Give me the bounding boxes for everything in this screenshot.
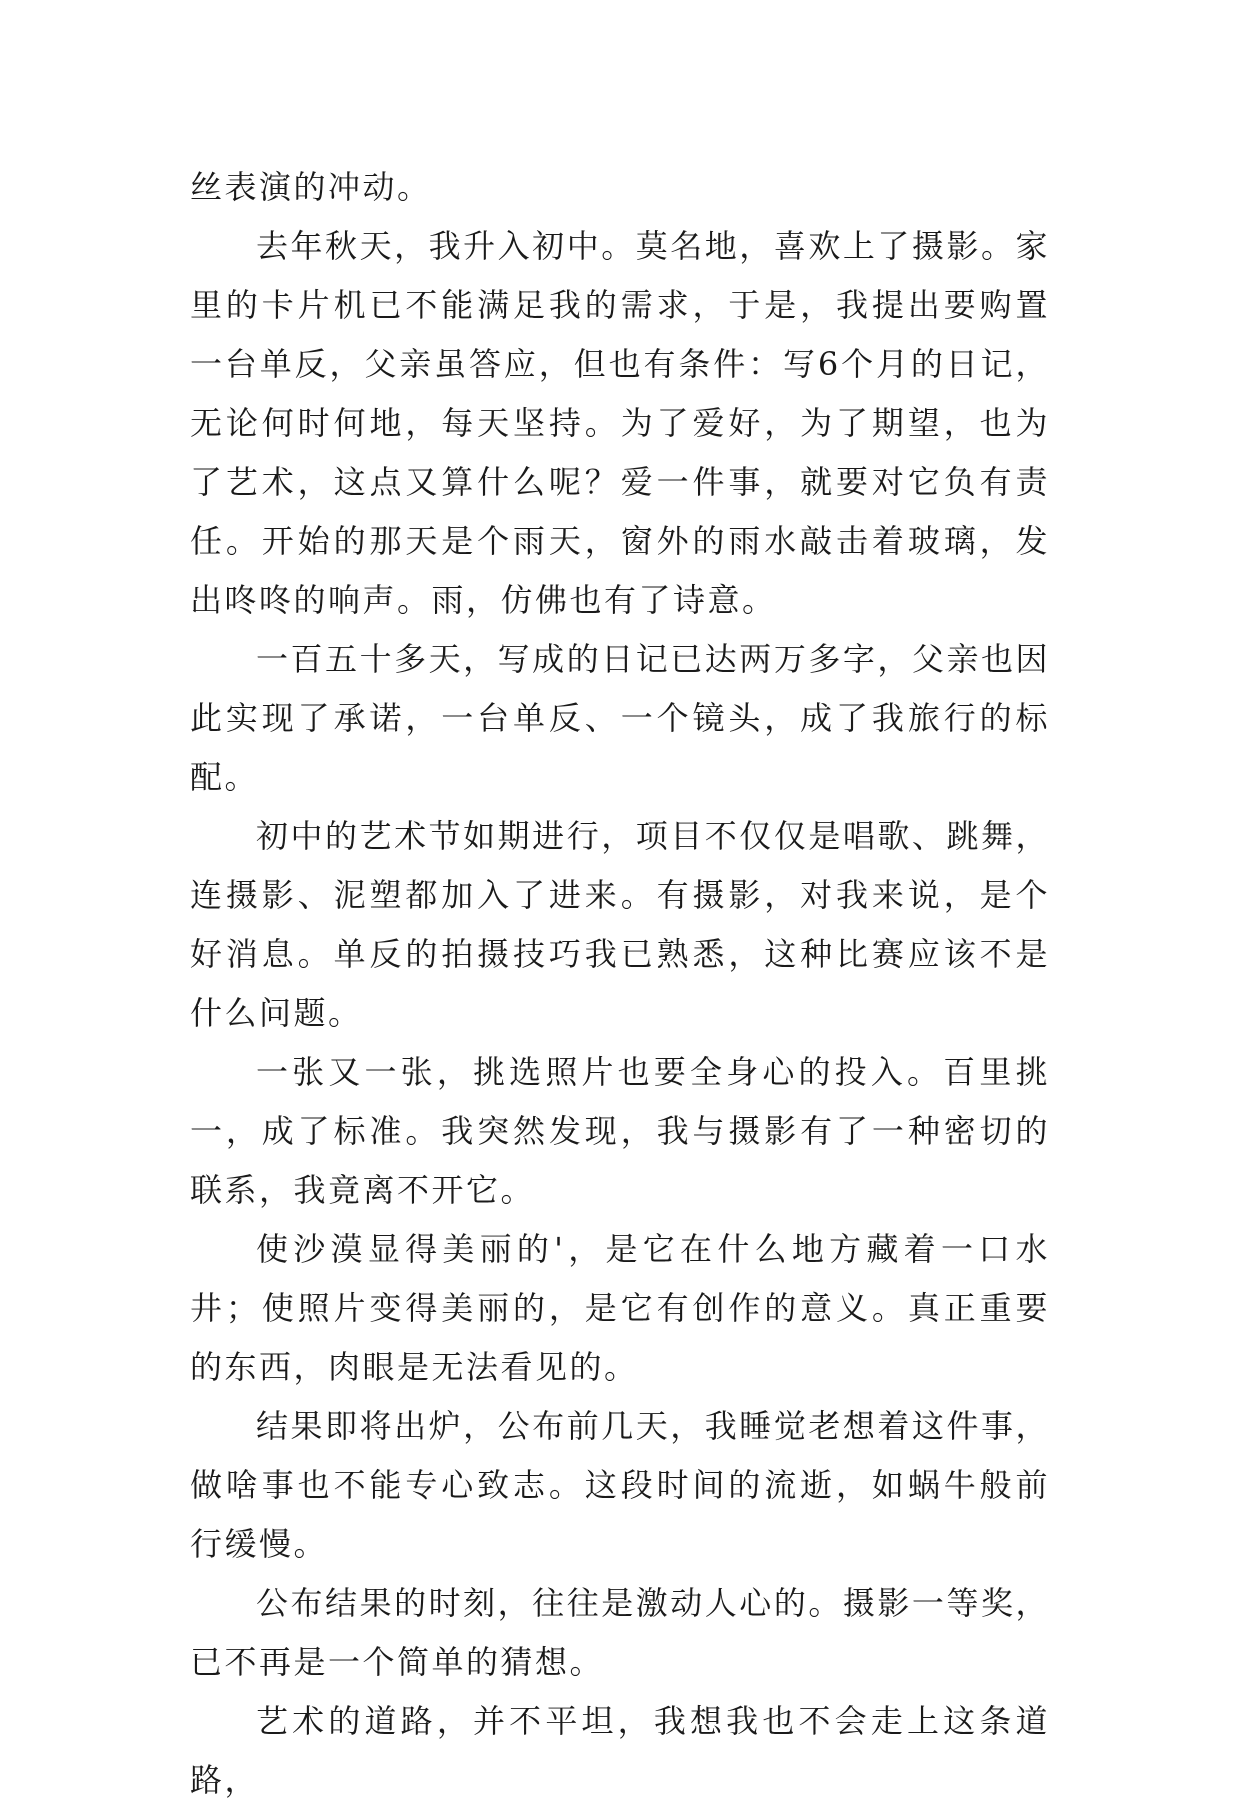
paragraph-award: 公布结果的时刻，往往是激动人心的。摄影一等奖，已不再是一个简单的猜想。 <box>190 1584 1050 1681</box>
paragraph-promise-kept: 一百五十多天，写成的日记已达两万多字，父亲也因此实现了承诺，一台单反、一个镜头，成了我旅行的标配。 <box>190 640 1050 796</box>
paragraph-selecting-photos: 一张又一张，挑选照片也要全身心的投入。百里挑一，成了标准。我突然发现，我与摄影有了一种密切的联系，我竟离不开它。 <box>190 1053 1050 1209</box>
paragraph-continuation: 丝表演的冲动。 <box>190 168 432 206</box>
paragraph-art-road: 艺术的道路，并不平坦，我想我也不会走上这条道路， <box>190 1702 1050 1799</box>
paragraph-art-festival: 初中的艺术节如期进行，项目不仅仅是唱歌、跳舞，连摄影、泥塑都加入了进来。有摄影，对我来说，是个好消息。单反的拍摄技巧我已熟悉，这种比赛应该不是什么问题。 <box>190 817 1050 1032</box>
paragraph-camera-diary: 去年秋天，我升入初中。莫名地，喜欢上了摄影。家里的卡片机已不能满足我的需求，于是，我提出要购置一台单反，父亲虽答应，但也有条件：写6个月的日记，无论何时何地，每天坚持。为了爱好，为了期望，也为了艺术，这点又算什么呢？爱一件事，就要对它负有责任。开始的那天是个雨天，窗外的雨水敲击着玻璃，发出咚咚的响声。雨，仿佛也有了诗意。 <box>190 227 1050 619</box>
paragraph-desert-quote: 使沙漠显得美丽的'，是它在什么地方藏着一口水井；使照片变得美丽的，是它有创作的意义。真正重要的东西，肉眼是无法看见的。 <box>190 1230 1050 1386</box>
essay-body <box>190 158 1050 1810</box>
paragraph-waiting-results: 结果即将出炉，公布前几天，我睡觉老想着这件事，做啥事也不能专心致志。这段时间的流逝，如蜗牛般前行缓慢。 <box>190 1407 1050 1563</box>
